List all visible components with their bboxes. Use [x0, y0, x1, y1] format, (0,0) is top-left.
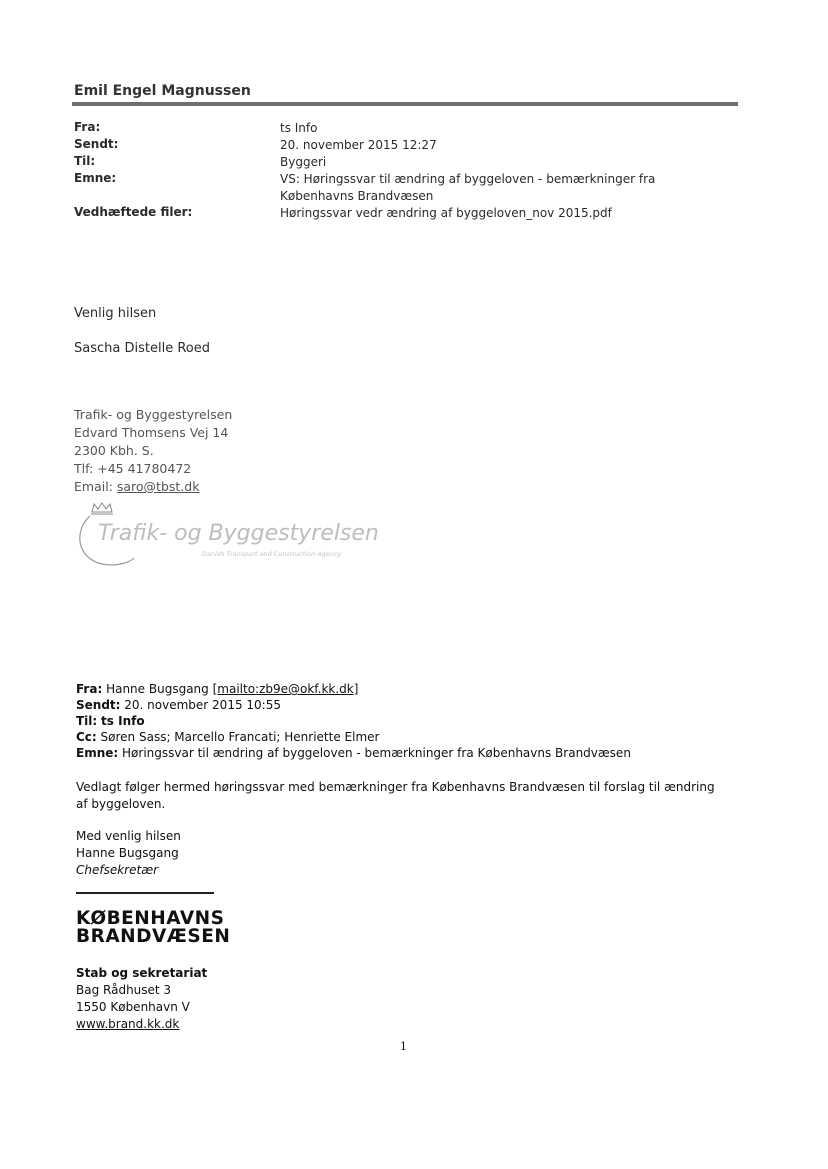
signature-divider	[76, 892, 214, 894]
header-sent-label: Sendt:	[74, 137, 119, 151]
fw-subject	[76, 745, 631, 762]
fw-cc	[76, 729, 379, 746]
fw-sent	[76, 697, 281, 714]
address-street: Bag Rådhuset 3	[76, 983, 172, 997]
header-attachments-label: Vedhæftede filer:	[74, 205, 193, 219]
logo-text: Trafik- og Byggestyrelsen	[98, 521, 379, 546]
sender-street: Edvard Thomsens Vej 14	[74, 425, 229, 440]
page-number: 1	[400, 1040, 407, 1053]
greeting: Venlig hilsen	[74, 306, 157, 321]
header-sent-value: 20. november 2015 12:27	[280, 138, 437, 152]
crown-icon	[91, 503, 113, 514]
kbh-logo-line1: KØBENHAVNS	[76, 908, 225, 929]
sender-phone: Tlf: +45 41780472	[74, 461, 192, 476]
address-web-link[interactable]: www.brand.kk.dk	[76, 1017, 180, 1031]
fw-to-label: Til:	[76, 714, 98, 728]
closing-greeting: Med venlig hilsen	[76, 829, 181, 843]
fw-sent-value: 20. november 2015 10:55	[124, 698, 281, 712]
fw-to-value: ts Info	[101, 714, 145, 728]
fw-subject-value: Høringssvar til ændring af byggeloven - bemærkninger fra Københavns Brandvæsen	[122, 746, 631, 760]
header-subject-label: Emne:	[74, 171, 117, 185]
fw-cc-label: Cc:	[76, 730, 97, 744]
fw-subject-label: Emne:	[76, 746, 119, 760]
kbh-brandvaesen-logo	[76, 910, 230, 946]
closing-title: Chefsekretær	[76, 863, 159, 877]
sender-org-name: Trafik- og Byggestyrelsen	[74, 407, 233, 422]
closing-name: Hanne Bugsgang	[76, 846, 179, 860]
closing	[76, 828, 181, 879]
fw-from	[76, 681, 358, 698]
logo-subtext: Danish Transport and Construction Agency	[202, 550, 342, 558]
sender-city: 2300 Kbh. S.	[74, 443, 154, 458]
tbst-logo	[72, 500, 392, 570]
fw-sent-label: Sendt:	[76, 698, 121, 712]
header-to-value: Byggeri	[280, 155, 327, 169]
header-subject-value: VS: Høringssvar til ændring af byggeloven - bemærkninger fra Københavns Brandvæsen	[280, 172, 656, 203]
header-to-label: Til:	[74, 154, 96, 168]
fw-to	[76, 713, 145, 730]
fw-from-label: Fra:	[76, 682, 103, 696]
header-from-label: Fra:	[74, 120, 101, 134]
owner-name: Emil Engel Magnussen	[74, 83, 251, 99]
header-divider	[72, 102, 738, 106]
fw-from-mailto[interactable]: [mailto:zb9e@okf.kk.dk]	[212, 682, 359, 696]
fw-from-value: Hanne Bugsgang	[106, 682, 209, 696]
header-from-value: ts Info	[280, 121, 318, 135]
fw-cc-value: Søren Sass; Marcello Francati; Henriette Elmer	[100, 730, 380, 744]
message-body: Vedlagt følger hermed høringssvar med bemærkninger fra Københavns Brandvæsen til forslag til ændring af byggeloven.	[76, 780, 715, 811]
address-city: 1550 København V	[76, 1000, 190, 1014]
sender-org	[74, 406, 232, 496]
sender-name: Sascha Distelle Roed	[74, 341, 210, 356]
sender-email-label: Email:	[74, 479, 117, 494]
header-attachment-file[interactable]: Høringssvar vedr ændring af byggeloven_nov 2015.pdf	[280, 206, 612, 220]
sender-email-line	[74, 478, 232, 496]
address-block	[76, 965, 207, 1033]
sender-email-link[interactable]: saro@tbst.dk	[116, 479, 200, 494]
address-dept: Stab og sekretariat	[76, 966, 208, 980]
kbh-logo-line2: BRANDVÆSEN	[76, 926, 231, 947]
